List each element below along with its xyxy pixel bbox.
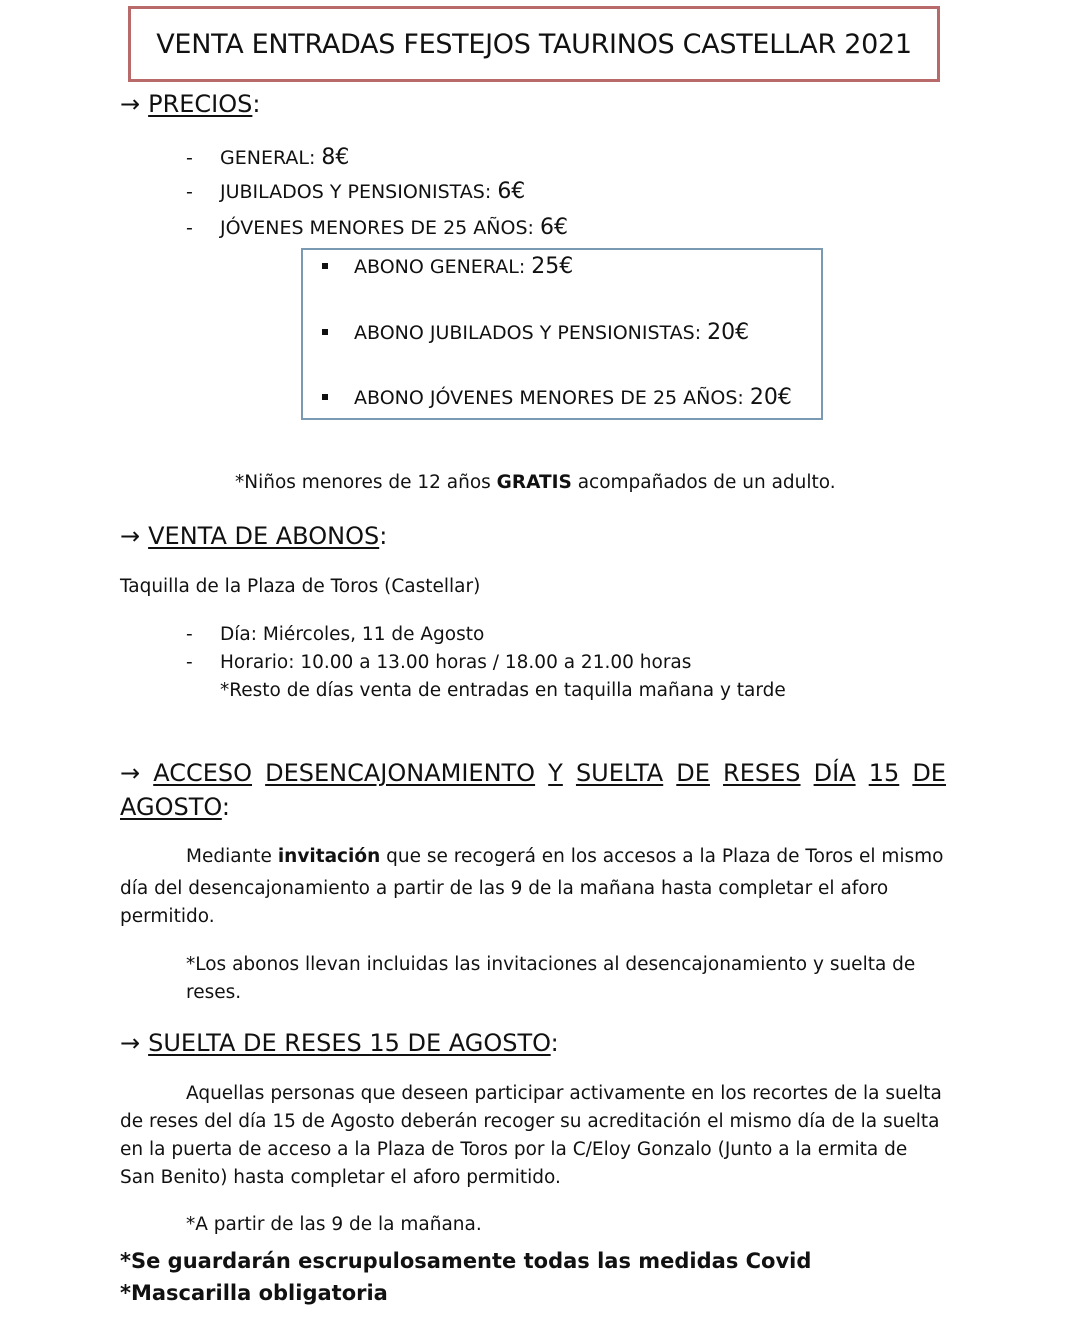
- abono-item-jovenes: ABONO JÓVENES MENORES DE 25 AÑOS: 20€: [322, 385, 792, 410]
- acceso-para-line3: permitido.: [120, 906, 215, 927]
- venta-abonos-heading: → VENTA DE ABONOS:: [120, 522, 388, 550]
- acceso-para-line2: día del desencajonamiento a partir de las 9 de la mañana hasta completar el aforo: [120, 878, 889, 899]
- price-item-jovenes: - JÓVENES MENORES DE 25 AÑOS: 6€: [186, 215, 568, 240]
- bullet-square-icon: [322, 394, 328, 400]
- acceso-note-line2: reses.: [186, 982, 242, 1003]
- venta-place: Taquilla de la Plaza de Toros (Castellar): [120, 576, 481, 597]
- mascarilla-note: *Mascarilla obligatoria: [120, 1281, 388, 1305]
- arrow-icon: →: [120, 1029, 141, 1057]
- abono-item-jubilados: ABONO JUBILADOS Y PENSIONISTAS: 20€: [322, 320, 749, 345]
- title-box: [128, 6, 940, 82]
- abono-item-general: ABONO GENERAL: 25€: [322, 254, 573, 279]
- arrow-icon: →: [120, 90, 141, 118]
- suelta-para-line1: Aquellas personas que deseen participar activamente en los recortes de la suelta: [186, 1083, 942, 1104]
- precios-heading: → PRECIOS:: [120, 90, 261, 118]
- bullet-square-icon: [322, 263, 328, 269]
- arrow-icon: →: [120, 759, 141, 787]
- suelta-para-line4: San Benito) hasta completar el aforo permitido.: [120, 1167, 561, 1188]
- price-item-general: - GENERAL: 8€: [186, 145, 350, 170]
- suelta-para-line2: de reses del día 15 de Agosto deberán recoger su acreditación el mismo día de la suelta: [120, 1111, 940, 1132]
- bullet-square-icon: [322, 329, 328, 335]
- suelta-heading: → SUELTA DE RESES 15 DE AGOSTO:: [120, 1029, 559, 1057]
- arrow-icon: →: [120, 522, 141, 550]
- covid-note: *Se guardarán escrupulosamente todas las medidas Covid: [120, 1249, 812, 1273]
- acceso-para-line1: Mediante invitación que se recogerá en los accesos a la Plaza de Toros el mismo: [186, 846, 944, 867]
- venta-schedule: - Horario: 10.00 a 13.00 horas / 18.00 a 21.00 horas: [186, 652, 692, 673]
- acceso-heading-line1: → ACCESO DESENCAJONAMIENTO Y SUELTA DE RESES DÍA 15 DE: [120, 759, 946, 787]
- venta-note: *Resto de días venta de entradas en taquilla mañana y tarde: [220, 680, 786, 701]
- precios-heading-text: PRECIOS: [148, 90, 253, 118]
- acceso-heading-line2: AGOSTO:: [120, 793, 230, 821]
- acceso-note-line1: *Los abonos llevan incluidas las invitaciones al desencajonamiento y suelta de: [186, 954, 916, 975]
- suelta-para-line3: en la puerta de acceso a la Plaza de Toros por la C/Eloy Gonzalo (Junto a la ermita de: [120, 1139, 908, 1160]
- suelta-note: *A partir de las 9 de la mañana.: [186, 1214, 482, 1235]
- page-title: VENTA ENTRADAS FESTEJOS TAURINOS CASTELLAR 2021: [156, 28, 912, 60]
- ninos-note: *Niños menores de 12 años GRATIS acompañados de un adulto.: [235, 472, 836, 493]
- venta-day: - Día: Miércoles, 11 de Agosto: [186, 624, 485, 645]
- price-item-jubilados: - JUBILADOS Y PENSIONISTAS: 6€: [186, 179, 526, 204]
